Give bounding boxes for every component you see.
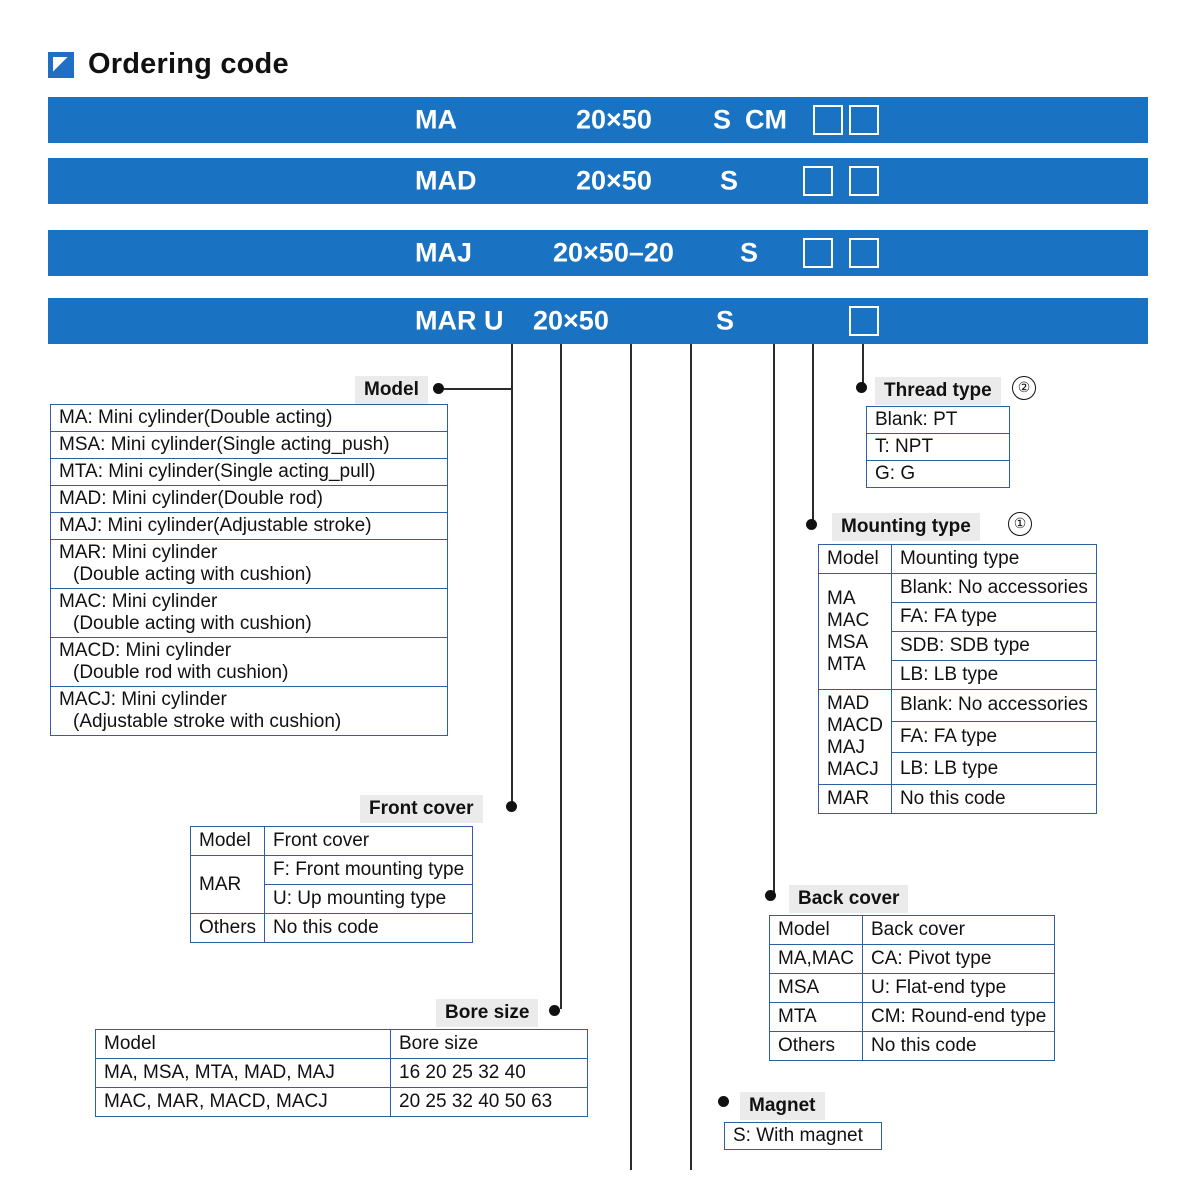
code-magnet-ma: S xyxy=(713,104,732,135)
code-box-maj-2 xyxy=(849,238,879,268)
back-header-model: Model xyxy=(770,916,863,945)
code-box-mad-1 xyxy=(803,166,833,196)
leader-model-h xyxy=(437,388,513,390)
list-item: MSA: Mini cylinder(Single acting_push) xyxy=(51,432,447,459)
thread-type-list xyxy=(866,406,1010,488)
page-title-text: Ordering code xyxy=(88,48,289,80)
thread-type-note: ② xyxy=(1012,376,1036,400)
front-value: No this code xyxy=(265,914,473,943)
back-value: U: Flat-end type xyxy=(863,974,1055,1003)
list-item: MAJ: Mini cylinder(Adjustable stroke) xyxy=(51,513,447,540)
square-marker-icon xyxy=(48,52,74,78)
bore-header-model: Model xyxy=(96,1030,391,1059)
bore-size-label: Bore size xyxy=(436,999,538,1027)
code-model-maj: MAJ xyxy=(415,237,473,268)
table-row xyxy=(191,914,473,943)
code-bar-maj xyxy=(48,230,1148,276)
leader-mounting-type xyxy=(812,344,814,526)
front-model-others: Others xyxy=(191,914,265,943)
code-size-mad: 20×50 xyxy=(576,165,652,196)
table-row xyxy=(770,916,1055,945)
back-value: CA: Pivot type xyxy=(863,945,1055,974)
mounting-value: LB: LB type xyxy=(891,753,1096,785)
list-item: MACD: Mini cylinder (Double rod with cushion) xyxy=(51,638,447,687)
mounting-value: FA: FA type xyxy=(891,603,1096,632)
leader-bore-size-dot xyxy=(549,1005,560,1016)
bore-value: 20 25 32 40 50 63 xyxy=(391,1088,588,1117)
bore-header-size: Bore size xyxy=(391,1030,588,1059)
code-box-maj-1 xyxy=(803,238,833,268)
leader-thread-type-dot xyxy=(856,382,867,393)
list-item: Blank: PT xyxy=(867,407,1009,434)
mounting-value: SDB: SDB type xyxy=(891,632,1096,661)
code-box-ma-1 xyxy=(813,105,843,135)
table-row xyxy=(96,1030,588,1059)
list-item: MAR: Mini cylinder (Double acting with cushion) xyxy=(51,540,447,589)
leader-front-cover xyxy=(560,344,562,1009)
bore-model: MA, MSA, MTA, MAD, MAJ xyxy=(96,1059,391,1088)
leader-back-cover-dot xyxy=(765,890,776,901)
list-item: MAC: Mini cylinder (Double acting with cushion) xyxy=(51,589,447,638)
leader-model xyxy=(511,344,513,807)
table-row xyxy=(770,974,1055,1003)
mounting-value: LB: LB type xyxy=(891,661,1096,690)
magnet-label: Magnet xyxy=(740,1092,825,1120)
table-row xyxy=(819,574,1097,603)
back-model: MTA xyxy=(770,1003,863,1032)
front-cover-table xyxy=(190,826,473,943)
code-magnet-mad: S xyxy=(720,165,739,196)
code-model-mad: MAD xyxy=(415,165,477,196)
table-row xyxy=(191,827,473,856)
mounting-models-g3: MAR xyxy=(819,785,892,814)
table-row xyxy=(96,1059,588,1088)
back-cover-table xyxy=(769,915,1055,1061)
magnet-value: S: With magnet xyxy=(733,1125,863,1146)
back-model: Others xyxy=(770,1032,863,1061)
back-header-cover: Back cover xyxy=(863,916,1055,945)
code-size-ma: 20×50 xyxy=(576,104,652,135)
back-value: No this code xyxy=(863,1032,1055,1061)
mounting-type-table xyxy=(818,544,1097,814)
magnet-box xyxy=(724,1122,882,1150)
list-item: T: NPT xyxy=(867,434,1009,461)
code-box-mad-2 xyxy=(849,166,879,196)
back-model: MSA xyxy=(770,974,863,1003)
leader-bore-size xyxy=(630,344,632,1170)
code-size-maj: 20×50–20 xyxy=(553,237,674,268)
model-list xyxy=(50,404,448,736)
front-header-model: Model xyxy=(191,827,265,856)
mounting-value: No this code xyxy=(891,785,1096,814)
table-row xyxy=(770,1003,1055,1032)
code-model-ma: MA xyxy=(415,104,457,135)
code-back-ma: CM xyxy=(745,104,787,135)
list-item: MAD: Mini cylinder(Double rod) xyxy=(51,486,447,513)
table-row xyxy=(819,690,1097,722)
bore-model: MAC, MAR, MACD, MACJ xyxy=(96,1088,391,1117)
leader-magnet-dot xyxy=(718,1096,729,1107)
table-row xyxy=(819,785,1097,814)
code-model-mar: MAR U xyxy=(415,305,504,336)
mounting-type-note: ① xyxy=(1008,512,1032,536)
bore-size-table xyxy=(95,1029,588,1117)
mounting-value: Blank: No accessories xyxy=(891,690,1096,722)
list-item: G: G xyxy=(875,463,916,484)
list-item: MA: Mini cylinder(Double acting) xyxy=(51,405,447,432)
table-row xyxy=(770,1032,1055,1061)
code-magnet-maj: S xyxy=(740,237,759,268)
front-value: F: Front mounting type xyxy=(265,856,473,885)
front-cover-label: Front cover xyxy=(360,795,483,823)
table-row xyxy=(770,945,1055,974)
mounting-models-g1: MA MAC MSA MTA xyxy=(819,574,892,690)
list-item: MACJ: Mini cylinder (Adjustable stroke with cushion) xyxy=(59,689,342,732)
list-item: MTA: Mini cylinder(Single acting_pull) xyxy=(51,459,447,486)
code-bar-ma xyxy=(48,97,1148,143)
leader-mounting-type-dot xyxy=(806,519,817,530)
table-row xyxy=(191,856,473,885)
table-row xyxy=(96,1088,588,1117)
mounting-type-label: Mounting type xyxy=(832,513,980,541)
back-cover-label: Back cover xyxy=(789,885,908,913)
mounting-models-g2: MAD MACD MAJ MACJ xyxy=(819,690,892,785)
page-title xyxy=(48,48,289,81)
leader-magnet xyxy=(690,344,692,1170)
mounting-header-type: Mounting type xyxy=(891,545,1096,574)
thread-type-label: Thread type xyxy=(875,377,1001,405)
code-box-mar-1 xyxy=(849,306,879,336)
table-row xyxy=(819,545,1097,574)
bore-value: 16 20 25 32 40 xyxy=(391,1059,588,1088)
mounting-value: Blank: No accessories xyxy=(891,574,1096,603)
code-bar-mar xyxy=(48,298,1148,344)
front-model-mar: MAR xyxy=(191,856,265,914)
code-size-mar: 20×50 xyxy=(533,305,609,336)
code-box-ma-2 xyxy=(849,105,879,135)
mounting-value: FA: FA type xyxy=(891,721,1096,753)
front-header-cover: Front cover xyxy=(265,827,473,856)
leader-model-dot xyxy=(433,383,444,394)
leader-front-cover-dot xyxy=(506,801,517,812)
code-bar-mad xyxy=(48,158,1148,204)
mounting-header-model: Model xyxy=(819,545,892,574)
code-magnet-mar: S xyxy=(716,305,735,336)
model-label: Model xyxy=(355,376,428,404)
back-value: CM: Round-end type xyxy=(863,1003,1055,1032)
back-model: MA,MAC xyxy=(770,945,863,974)
front-value: U: Up mounting type xyxy=(265,885,473,914)
leader-back-cover xyxy=(773,344,775,896)
